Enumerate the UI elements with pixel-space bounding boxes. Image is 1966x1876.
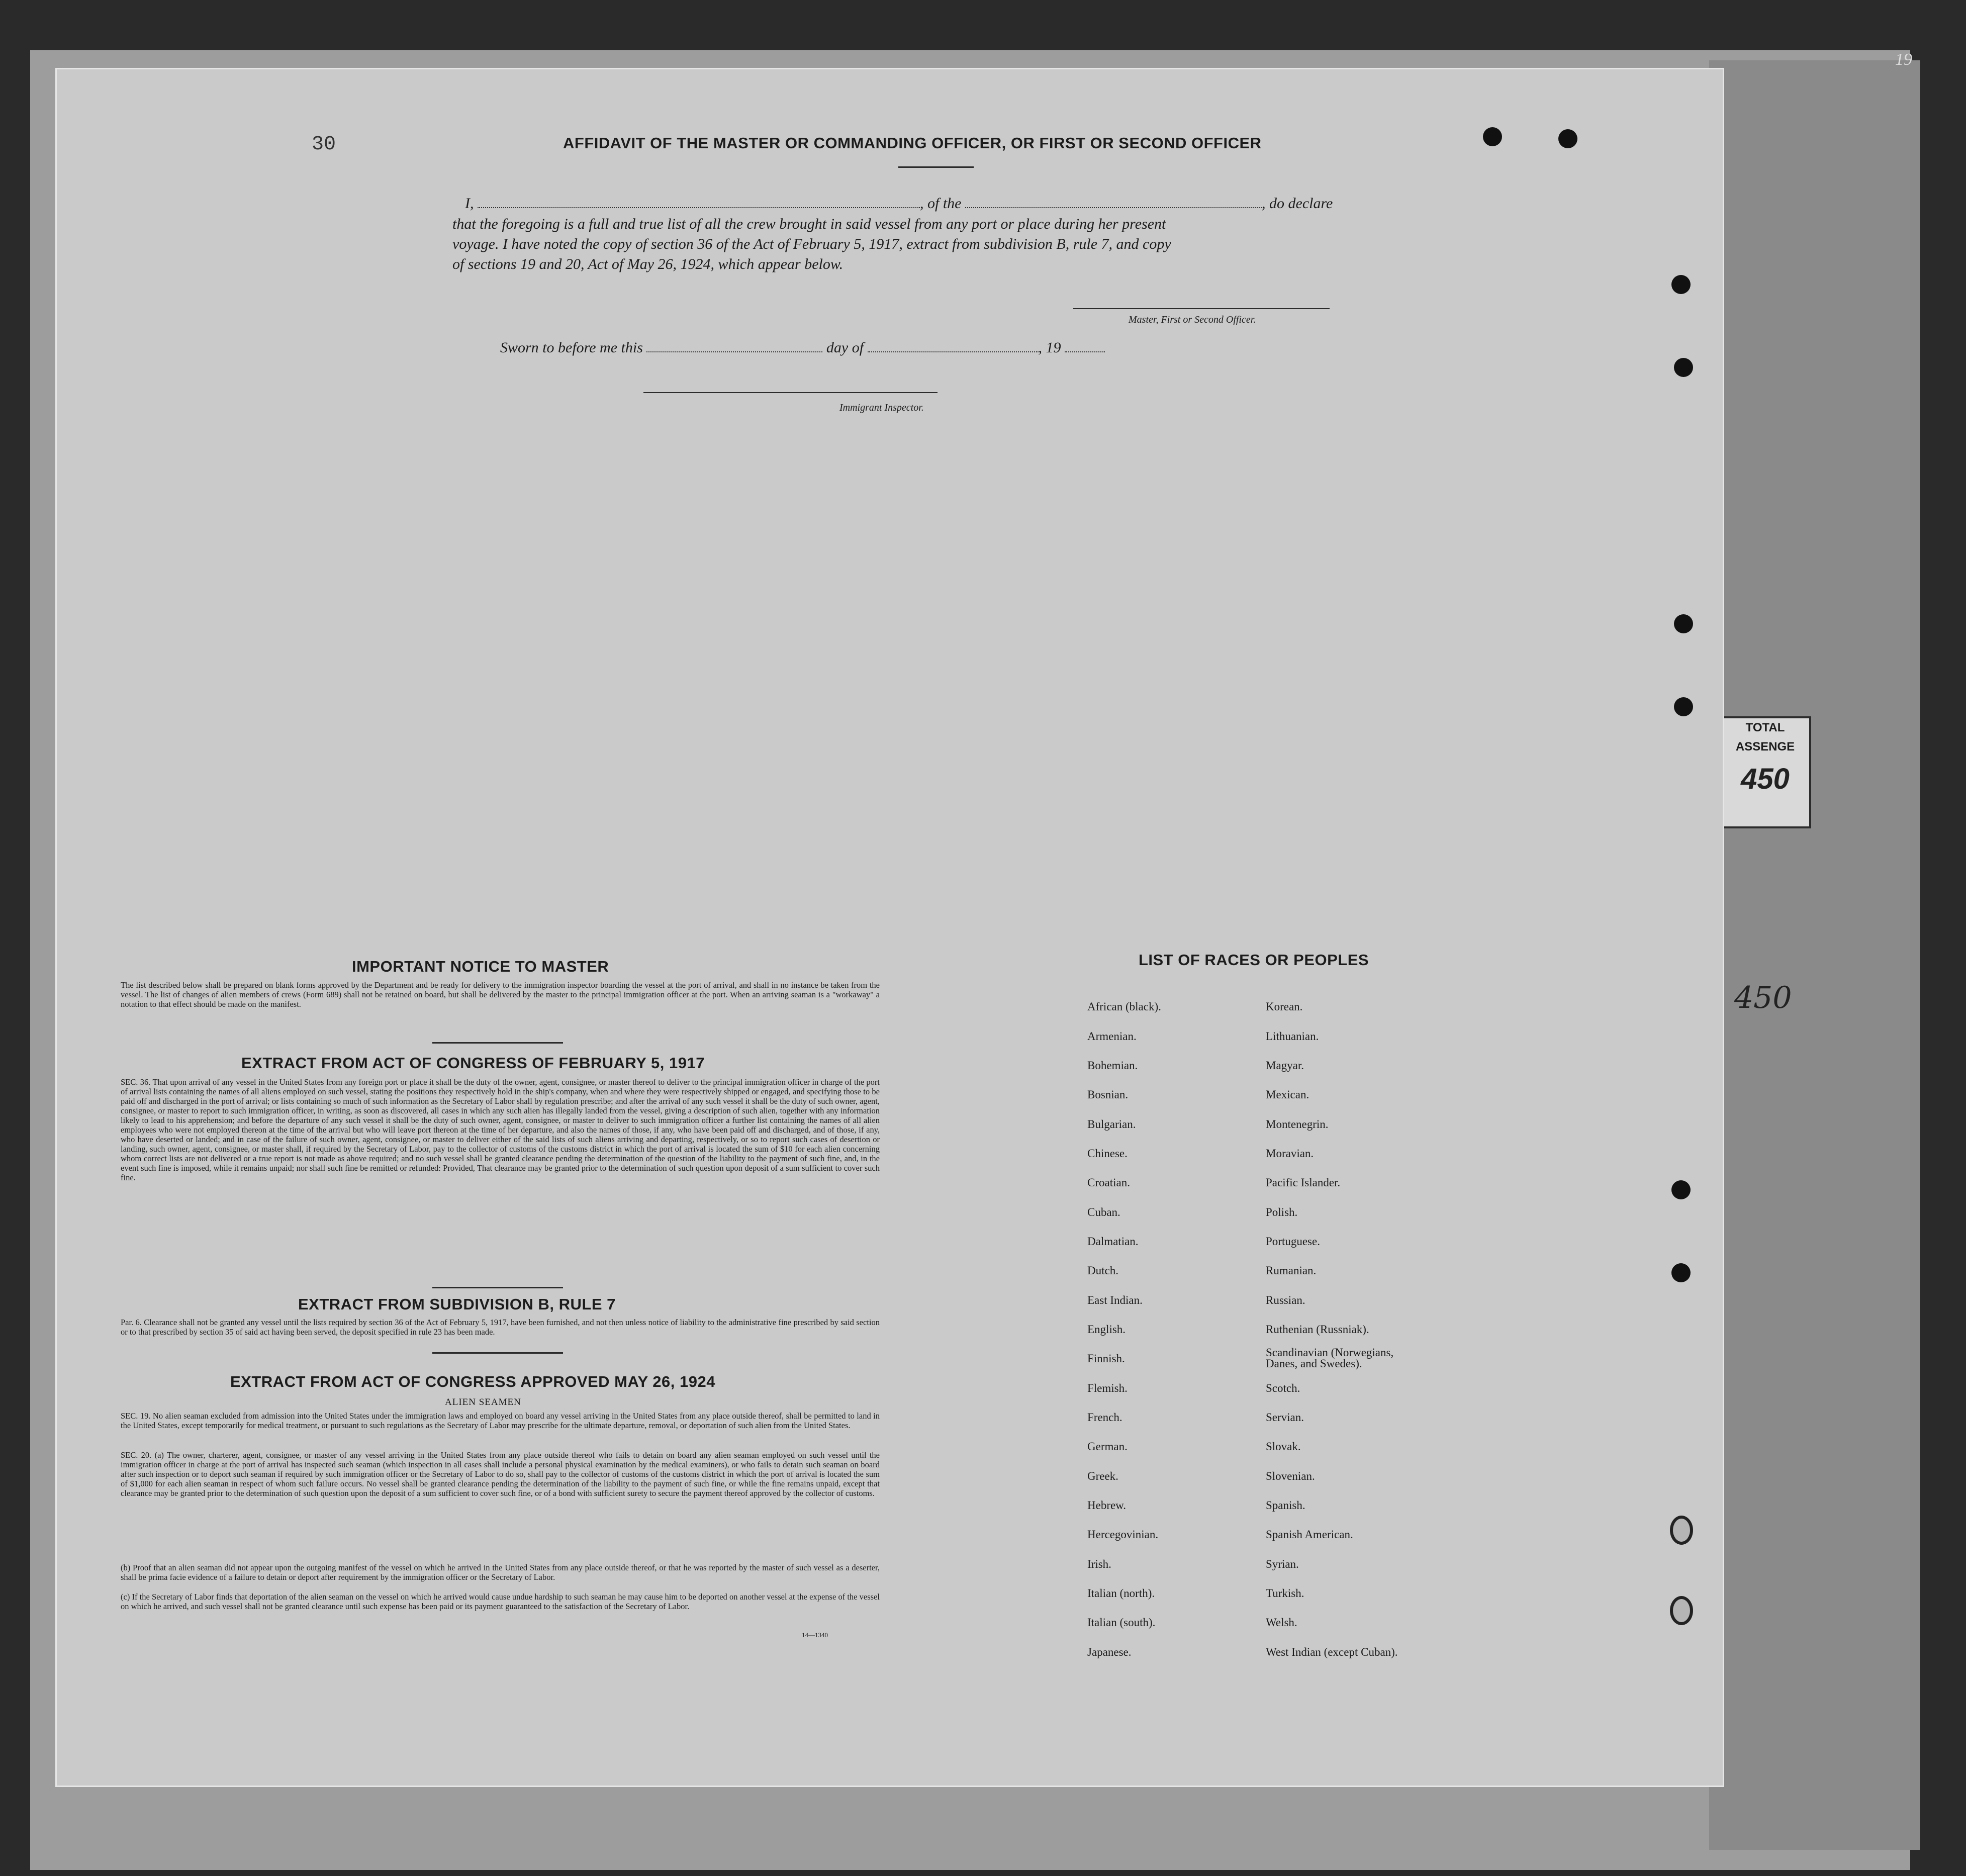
extract-1917-title: EXTRACT FROM ACT OF CONGRESS OF FEBRUARY 5, 1917 (241, 1054, 705, 1072)
race-left-4: Bulgarian. (1087, 1118, 1136, 1131)
tab-label-passengers: ASSENGE (1735, 740, 1795, 754)
sworn-line (500, 339, 1105, 356)
race-left-11: English. (1087, 1323, 1126, 1336)
race-left-13: Flemish. (1087, 1382, 1128, 1394)
race-left-12: Finnish. (1087, 1352, 1125, 1365)
race-right-21: Welsh. (1266, 1616, 1297, 1629)
extract-1924-sec20a: SEC. 20. (a) The owner, charterer, agent, consignee, or master of any vessel arriving in the United States from any place outside thereof who fails to detain on board any alien seaman employed on such vessel until the immigration officer in charge at the port of arrival has inspected such seaman (which inspection in all cases shall include a personal physical examination by the medical examiners), or who fails to detain such seaman on board after such inspection or to deport such seaman if required by such immigration officer or the Secretary of Labor to do so, shall pay to the collector of customs of the customs district in which the port of arrival is located the sum of $1,000 for each alien seaman in respect of whom such failure occurs. No vessel shall be granted clearance pending the determination of the liability to the payment of such fine, or while the fine remains unpaid, except that clearance may be granted prior to the determination of such question upon the deposit of a sum sufficient to cover such fine, or of a bond with sufficient surety to secure the payment thereof approved by the collector of customs. (121, 1450, 880, 1498)
race-left-5: Chinese. (1087, 1147, 1128, 1160)
race-left-18: Hercegovinian. (1087, 1528, 1159, 1541)
sworn-day-blank (646, 340, 822, 352)
underlying-page-edge (1709, 60, 1920, 1850)
declaration-of: , of the (920, 195, 962, 212)
extract-1924-subtitle: ALIEN SEAMEN (445, 1397, 521, 1408)
race-left-14: French. (1087, 1411, 1122, 1424)
extract-1924-sec19: SEC. 19. No alien seaman excluded from admission into the United States under the immigration laws and employed on board any vessel arriving in the United States from any place outside thereof, shall be permitted to land in the United States, except temporarily for medical treatment, or pursuant to such regulations as the Secretary of Labor may prescribe for the ultimate departure, removal, or deportation of such alien from the United States. (121, 1411, 880, 1430)
race-left-7: Cuban. (1087, 1206, 1120, 1218)
race-right-2: Magyar. (1266, 1059, 1304, 1072)
page-number-top-left: 30 (312, 133, 336, 156)
notice-title: IMPORTANT NOTICE TO MASTER (352, 958, 609, 975)
race-left-1: Armenian. (1087, 1030, 1137, 1043)
race-right-17: Spanish. (1266, 1499, 1305, 1512)
race-right-18: Spanish American. (1266, 1528, 1353, 1541)
race-right-22: West Indian (except Cuban). (1266, 1646, 1398, 1658)
race-right-19: Syrian. (1266, 1558, 1299, 1570)
race-right-8: Portuguese. (1266, 1235, 1320, 1248)
signature-line (1073, 308, 1330, 309)
race-right-13: Scotch. (1266, 1382, 1300, 1394)
inspector-caption: Immigrant Inspector. (839, 402, 924, 413)
tab-label-total: TOTAL (1745, 721, 1785, 734)
race-right-20: Turkish. (1266, 1587, 1304, 1600)
affidavit-title: AFFIDAVIT OF THE MASTER OR COMMANDING OFFICER, OR FIRST OR SECOND OFFICER (563, 134, 1262, 152)
sworn-year: , 19 (1038, 339, 1061, 356)
race-right-14: Servian. (1266, 1411, 1304, 1424)
race-left-3: Bosnian. (1087, 1088, 1129, 1101)
race-right-11: Ruthenian (Russniak). (1266, 1323, 1369, 1336)
race-left-19: Irish. (1087, 1558, 1111, 1570)
race-left-6: Croatian. (1087, 1176, 1130, 1189)
extract-1924-sec20b: (b) Proof that an alien seaman did not appear upon the outgoing manifest of the vessel on which he arrived in the United States from any place outside thereof, or that he was reported by the master of such vessel as a deserter, shall be prima facie evidence of a failure to detain or deport after requirement by the immigration officer or the Secretary of Labor. (121, 1563, 880, 1582)
vessel-blank (965, 196, 1262, 208)
name-blank (478, 196, 920, 208)
section-rule (432, 1352, 563, 1354)
affidavit-line-4: of sections 19 and 20, Act of May 26, 1924, which appear below. (452, 256, 844, 272)
race-left-15: German. (1087, 1440, 1128, 1453)
punch-hole (1674, 614, 1693, 633)
manifest-back-sheet (55, 68, 1724, 1787)
race-left-17: Hebrew. (1087, 1499, 1127, 1512)
affidavit-line-2: that the foregoing is a full and true list of all the crew brought in said vessel from any port or place during her present (452, 216, 1166, 232)
race-left-8: Dalmatian. (1087, 1235, 1139, 1248)
race-left-21: Italian (south). (1087, 1616, 1156, 1629)
race-right-16: Slovenian. (1266, 1470, 1315, 1482)
race-left-22: Japanese. (1087, 1646, 1132, 1658)
sworn-day: day of (826, 339, 864, 356)
race-right-9: Rumanian. (1266, 1264, 1317, 1277)
affidavit-line-3: voyage. I have noted the copy of section 36 of the Act of February 5, 1917, extract from subdivision B, rule 7, and copy (452, 236, 1171, 252)
section-rule (432, 1287, 563, 1288)
race-right-5: Moravian. (1266, 1147, 1314, 1160)
form-number: 14—1340 (802, 1631, 828, 1639)
section-rule (432, 1042, 563, 1044)
inspector-line (643, 392, 938, 393)
punch-hole (1674, 697, 1693, 716)
race-left-16: Greek. (1087, 1470, 1118, 1482)
punch-hole (1671, 275, 1691, 294)
sworn-month-blank (868, 340, 1039, 352)
reinforcement-ring (1670, 1596, 1693, 1625)
race-right-12: Scandinavian (Norwegians, Danes, and Swedes). (1266, 1346, 1394, 1370)
extract-1924-title: EXTRACT FROM ACT OF CONGRESS APPROVED MAY 26, 1924 (230, 1373, 715, 1390)
race-left-9: Dutch. (1087, 1264, 1118, 1277)
punch-hole (1671, 1263, 1691, 1282)
race-left-0: African (black). (1087, 1000, 1161, 1013)
extract-1924-sec20c: (c) If the Secretary of Labor finds that deportation of the alien seaman on the vessel on which he arrived would cause undue hardship to such seaman he may cause him to be deported on another vessel at the expense of the vessel on which he arrived, and such vessel shall not be granted clearance until such expense has been paid or its payment guaranteed to the satisfaction of the Secretary of Labor. (121, 1592, 880, 1611)
affidavit-declaration-line (465, 195, 1333, 212)
punch-hole (1483, 127, 1502, 146)
punch-hole (1671, 1180, 1691, 1199)
total-passengers-tab (1719, 716, 1811, 828)
sworn-prefix: Sworn to before me this (500, 339, 643, 356)
race-right-15: Slovak. (1266, 1440, 1301, 1453)
sworn-year-blank (1065, 340, 1105, 352)
handwritten-total-bottom: 450 (1734, 980, 1792, 1015)
page-number-top-right: 19 (1895, 50, 1912, 69)
declaration-declare: , do declare (1262, 195, 1333, 212)
punch-hole (1558, 129, 1577, 148)
race-right-1: Lithuanian. (1266, 1030, 1319, 1043)
race-right-6: Pacific Islander. (1266, 1176, 1341, 1189)
rule7-body: Par. 6. Clearance shall not be granted any vessel until the lists required by section 36 of the Act of February 5, 1917, have been furnished, and not then unless notice of liability to the administrative fine prescribed by said section or to that prescribed by section 35 of said act having been served, the deposit specified in rule 23 has been made. (121, 1318, 880, 1337)
extract-1917-body: SEC. 36. That upon arrival of any vessel in the United States from any foreign port or place it shall be the duty of the owner, agent, consignee, or master thereof to deliver to the principal immigration officer in charge of the port of arrival lists containing the names of all aliens employed on such vessel, stating the positions they respectively hold in the ship's company, when and where they were respectively shipped or engaged, and specifying those to be paid off and discharged in the port of arrival; or lists containing so much of such information as the Secretary of Labor shall by regulation prescribe; and after the arrival of any such vessel it shall be the duty of such owner, agent, consignee, or master to report to such immigration officer, in writing, as soon as discovered, all cases in which any such alien has illegally landed from the vessel, giving a description of such alien, together with any information likely to lead to his apprehension; and before the departure of any such vessel it shall be the duty of such owner, agent, consignee, or master to deliver to such immigration officer a further list containing the names of all alien employees who were not employed thereon at the time of the arrival but who will leave port thereon at the time of her departure, and also the names of those, if any, who have been paid off and discharged, and of those, if any, who have deserted or landed; and in case of the failure of such owner, agent, consignee, or master to deliver either of the said lists of such aliens arriving and departing, respectively, or so to report such cases of desertion or landing, such owner, agent, consignee, or master shall, if required by the Secretary of Labor, pay to the collector of customs of the customs district in which the port of arrival is located the sum of $10 for each alien concerning whom correct lists are not delivered or a true report is not made as above required; and no such vessel shall be granted clearance pending the determination of the question of the liability to the payment of such fine, and, in the event such fine is imposed, while it remains unpaid; nor shall such fine be remitted or refunded: Provided, That clearance may be granted prior to the determination of such question upon deposit of a sum sufficient to cover such fine. (121, 1077, 880, 1182)
race-left-20: Italian (north). (1087, 1587, 1155, 1600)
races-title: LIST OF RACES OR PEOPLES (1139, 951, 1369, 969)
race-right-10: Russian. (1266, 1294, 1305, 1306)
notice-body: The list described below shall be prepared on blank forms approved by the Department and be ready for delivery to the immigration inspector boarding the vessel at the port of arrival, and shall in no instance be taken from the vessel. The list of changes of alien members of crews (Form 689) shall not be retained on board, but shall be delivered by the master to the principal immigration officer at the port. When an arriving seaman is a "workaway" a notation to that effect should be made on the manifest. (121, 980, 880, 1009)
handwritten-total-top: 450 (1741, 763, 1790, 795)
title-rule (898, 166, 974, 168)
rule7-title: EXTRACT FROM SUBDIVISION B, RULE 7 (298, 1295, 616, 1313)
race-right-7: Polish. (1266, 1206, 1298, 1218)
declaration-i: I, (465, 195, 474, 212)
punch-hole (1674, 358, 1693, 377)
race-left-2: Bohemian. (1087, 1059, 1138, 1072)
race-left-10: East Indian. (1087, 1294, 1143, 1306)
race-right-0: Korean. (1266, 1000, 1303, 1013)
reinforcement-ring (1670, 1516, 1693, 1545)
signature-caption: Master, First or Second Officer. (1129, 314, 1256, 325)
race-right-4: Montenegrin. (1266, 1118, 1329, 1131)
race-right-3: Mexican. (1266, 1088, 1309, 1101)
